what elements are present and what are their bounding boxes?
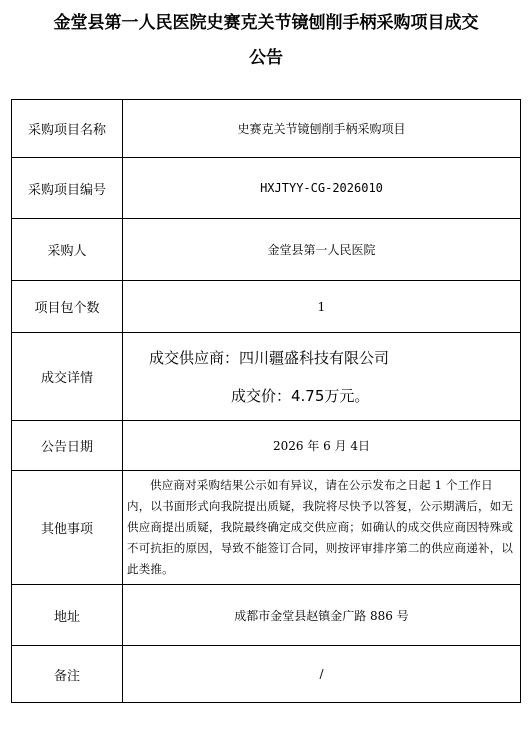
table-row-project-code bbox=[12, 158, 521, 219]
notice-date-label: 公告日期 bbox=[12, 421, 123, 471]
deal-price: 成交价：4.75万元。 bbox=[231, 386, 370, 405]
address-value: 成都市金堂县赵镇金广路 886 号 bbox=[123, 585, 521, 646]
project-name-value: 史赛克关节镜刨削手柄采购项目 bbox=[123, 100, 521, 158]
purchaser-label: 采购人 bbox=[12, 219, 123, 281]
announcement-title-line1: 金堂县第一人民医院史赛克关节镜刨削手柄采购项目成交 bbox=[53, 13, 479, 33]
deal-supplier: 成交供应商：四川疆盛科技有限公司 bbox=[149, 348, 390, 367]
table-row-deal bbox=[12, 333, 521, 421]
other-value: 供应商对采购结果公示如有异议，请在公示发布之日起 1 个工作日内，以书面形式向我院提出质疑，我院将尽快予以答复，公示期满后，如无供应商提出质疑，我院最终确定成交供应商；如确认的成交供应商因特殊或不可抗拒的原因，导致不能签订合同，则按评审排序第二的供应商递补，以此类推。 bbox=[127, 478, 514, 576]
project-code-label: 采购项目编号 bbox=[12, 158, 123, 219]
announcement-title-line2: 公告 bbox=[249, 48, 283, 68]
table-row-remarks bbox=[12, 646, 521, 703]
notice-date-value: 2026 年 6 月 4日 bbox=[123, 421, 521, 471]
remarks-value: / bbox=[123, 646, 521, 703]
table-row-address bbox=[12, 585, 521, 646]
table-row-notice-date bbox=[12, 421, 521, 471]
purchaser-value: 金堂县第一人民医院 bbox=[123, 219, 521, 281]
announcement-table bbox=[11, 99, 521, 703]
project-code-value: HXJTYY-CG-2026010 bbox=[123, 158, 521, 219]
address-label: 地址 bbox=[12, 585, 123, 646]
table-row-purchaser bbox=[12, 219, 521, 281]
lot-count-value: 1 bbox=[123, 281, 521, 333]
table-row-lot-count bbox=[12, 281, 521, 333]
deal-value bbox=[123, 333, 521, 421]
other-label: 其他事项 bbox=[12, 471, 123, 585]
lot-count-label: 项目包个数 bbox=[12, 281, 123, 333]
other-value-cell bbox=[123, 471, 521, 585]
table-row-project-name bbox=[12, 100, 521, 158]
deal-label: 成交详情 bbox=[12, 333, 123, 421]
table-row-other bbox=[12, 471, 521, 585]
remarks-label: 备注 bbox=[12, 646, 123, 703]
project-name-label: 采购项目名称 bbox=[12, 100, 123, 158]
